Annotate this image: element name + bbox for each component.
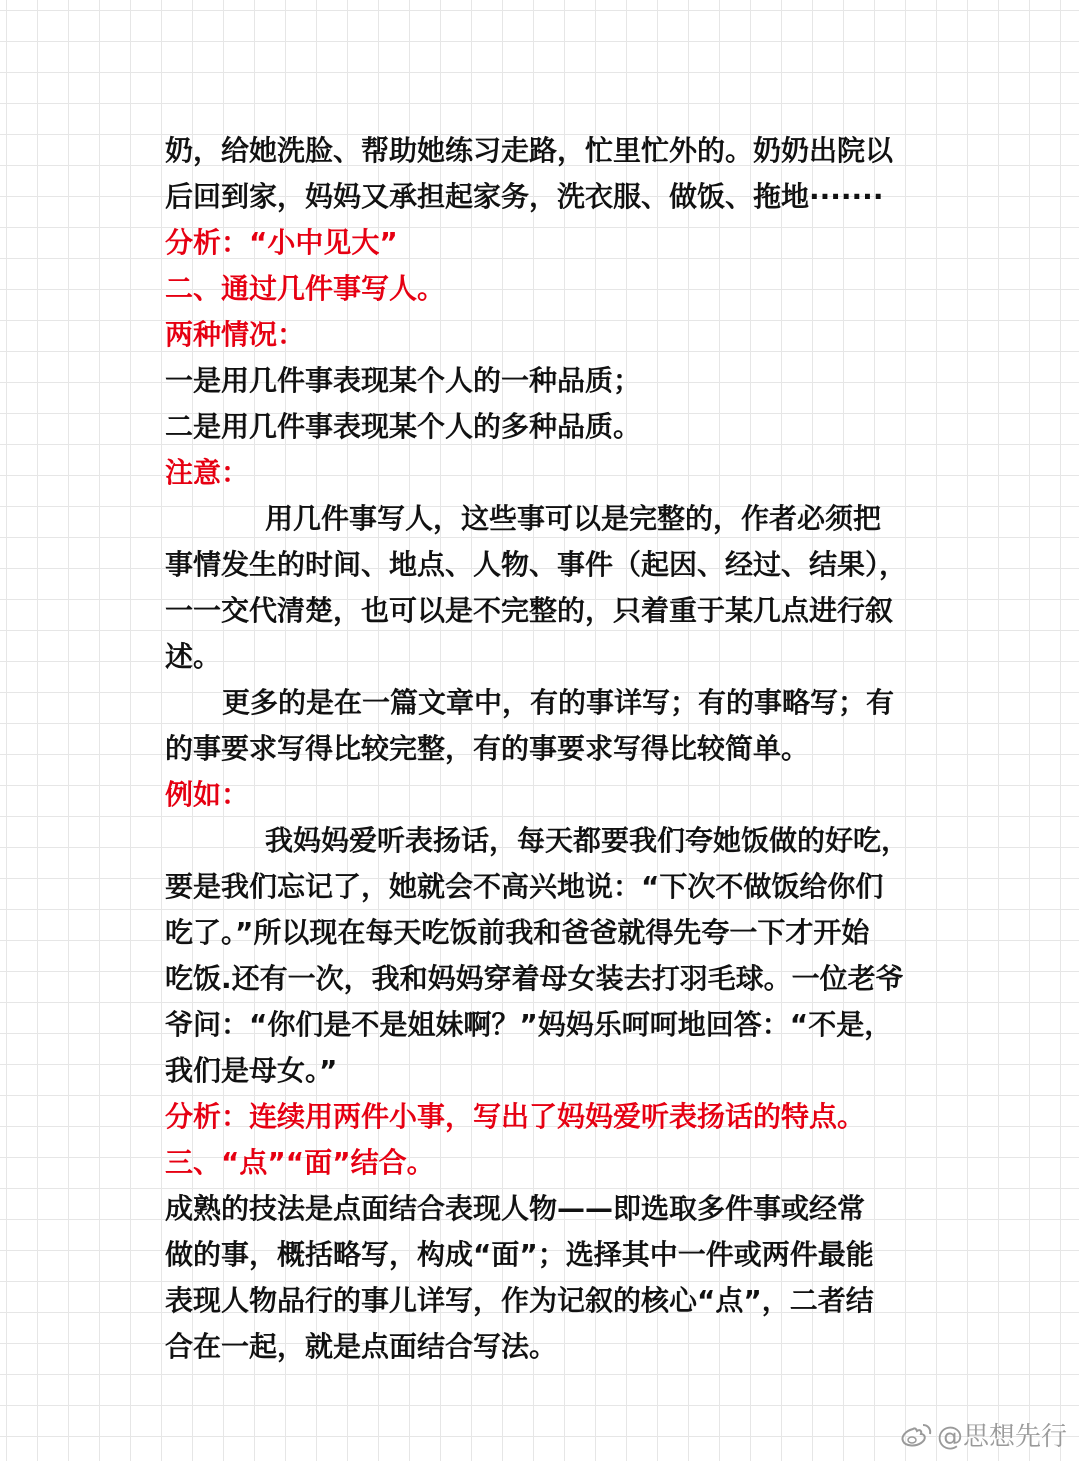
- text-line: 做的事，概括略写，构成“面”；选择其中一件或两件最能: [165, 1238, 874, 1271]
- text-line: 一是用几件事表现某个人的一种品质；: [165, 364, 642, 397]
- text-line: 后回到家，妈妈又承担起家务，洗衣服、做饭、拖地·······: [165, 180, 884, 213]
- text-line: 吃饭.还有一次，我和妈妈穿着母女装去打羽毛球。一位老爷: [165, 962, 904, 995]
- watermark-text: @思想先行: [936, 1422, 1067, 1452]
- subheading: 例如：: [165, 778, 250, 811]
- text-line: 二是用几件事表现某个人的多种品质。: [165, 410, 642, 443]
- text-line: 吃了。”所以现在每天吃饭前我和爸爸就得先夸一下才开始: [165, 916, 870, 949]
- text-line: 爷问：“你们是不是姐妹啊？”妈妈乐呵呵地回答：“不是，: [165, 1008, 893, 1041]
- paragraph-start-line: 用几件事写人，这些事可以是完整的，作者必须把: [265, 502, 882, 535]
- text-line: 合在一起，就是点面结合写法。: [165, 1330, 558, 1363]
- article-content: [165, 128, 921, 1370]
- watermark: [899, 1416, 1067, 1453]
- text-line: 的事要求写得比较完整，有的事要求写得比较简单。: [165, 732, 810, 765]
- paragraph-start-line: 我妈妈爱听表扬话，每天都要我们夸她饭做的好吃，: [265, 824, 910, 857]
- subheading: 注意：: [165, 456, 250, 489]
- text-line: 表现人物品行的事儿详写，作为记叙的核心“点”，二者结: [165, 1284, 874, 1317]
- weibo-logo-icon: [899, 1421, 933, 1449]
- section-heading: 三、“点”“面”结合。: [165, 1146, 435, 1179]
- subheading: 两种情况：: [165, 318, 306, 351]
- text-line: 事情发生的时间、地点、人物、事件（起因、经过、结果），: [165, 548, 908, 581]
- text-line: 成熟的技法是点面结合表现人物——即选取多件事或经常: [165, 1192, 866, 1225]
- text-line: 述。: [165, 640, 222, 673]
- section-heading: 二、通过几件事写人。: [165, 272, 446, 305]
- analysis-heading: 分析：连续用两件小事，写出了妈妈爱听表扬话的特点。: [165, 1100, 866, 1133]
- paragraph-start-line: 更多的是在一篇文章中，有的事详写；有的事略写；有: [222, 686, 895, 719]
- text-line: 要是我们忘记了，她就会不高兴地说：“下次不做饭给你们: [165, 870, 884, 903]
- text-line: 奶，给她洗脸、帮助她练习走路，忙里忙外的。奶奶出院以: [165, 134, 894, 167]
- text-line: 我们是母女。”: [165, 1054, 338, 1087]
- analysis-heading: 分析：“小中见大”: [165, 226, 398, 259]
- text-line: 一一交代清楚，也可以是不完整的，只着重于某几点进行叙: [165, 594, 894, 627]
